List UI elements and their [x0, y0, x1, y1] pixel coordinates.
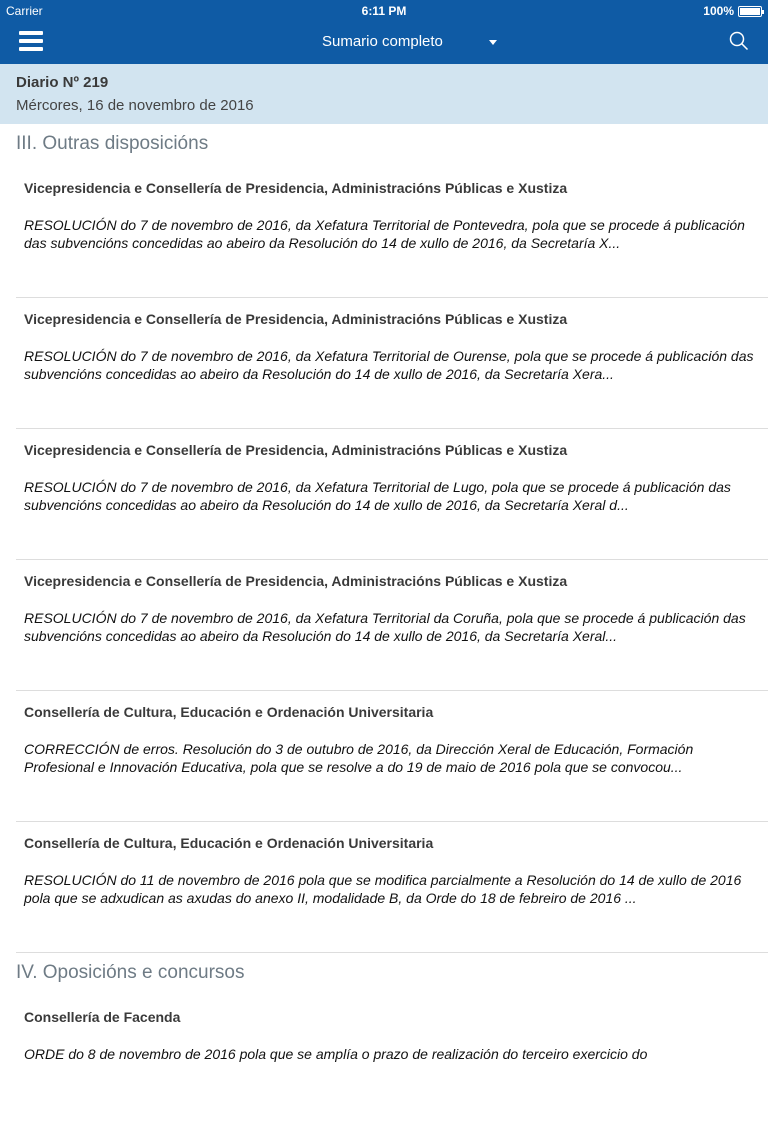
item-organization: Vicepresidencia e Consellería de Presidencia, Administracións Públicas e Xustiza — [24, 442, 568, 458]
item-description: CORRECCIÓN de erros. Resolución do 3 de outubro de 2016, da Dirección Xeral de Educación, Formación Profesional e Innovación Educativa, pola que se resolve a do 19 de maio de 2016 pola que se convocou... — [24, 741, 694, 775]
section-header: III. Outras disposicións — [16, 133, 209, 154]
hamburger-menu-icon[interactable] — [19, 31, 43, 51]
issue-date: Mércores, 16 de novembro de 2016 — [16, 97, 254, 114]
item-organization: Vicepresidencia e Consellería de Presidencia, Administracións Públicas e Xustiza — [24, 180, 568, 196]
item-organization: Consellería de Facenda — [24, 1009, 181, 1025]
item-organization: Consellería de Cultura, Educación e Ordenación Universitaria — [24, 835, 434, 851]
list-item[interactable] — [16, 691, 768, 822]
section-header: IV. Oposicións e concursos — [16, 962, 245, 983]
issue-header — [0, 64, 768, 124]
chevron-down-icon[interactable] — [489, 40, 497, 45]
item-organization: Vicepresidencia e Consellería de Presidencia, Administracións Públicas e Xustiza — [24, 573, 568, 589]
item-description: RESOLUCIÓN do 7 de novembro de 2016, da Xefatura Territorial de Lugo, pola que se procede á publicación das subvencións concedidas ao abeiro da Resolución do 14 de xullo de 2016, da Secretaría Xeral d... — [24, 479, 731, 513]
list-item[interactable] — [16, 560, 768, 691]
item-organization: Vicepresidencia e Consellería de Presidencia, Administracións Públicas e Xustiza — [24, 311, 568, 327]
summary-selector[interactable]: Sumario completo — [322, 33, 443, 50]
battery-icon — [738, 6, 762, 17]
list-item[interactable] — [16, 996, 768, 1127]
navigation-bar — [0, 0, 768, 64]
item-description: RESOLUCIÓN do 7 de novembro de 2016, da Xefatura Territorial de Pontevedra, pola que se procede á publicación das subvencións concedidas ao abeiro da Resolución do 14 de xullo de 2016, da Secretaría X... — [24, 217, 745, 251]
list-item[interactable] — [16, 167, 768, 298]
carrier-label: Carrier — [6, 4, 43, 18]
item-description: ORDE do 8 de novembro de 2016 pola que se amplía o prazo de realización do terceiro exercicio do — [24, 1046, 648, 1062]
battery-percent: 100% — [703, 4, 734, 18]
item-description: RESOLUCIÓN do 7 de novembro de 2016, da Xefatura Territorial da Coruña, pola que se procede á publicación das subvencións concedidas ao abeiro da Resolución do 14 de xullo de 2016, da Secretaría Xeral... — [24, 610, 746, 644]
search-icon[interactable] — [729, 31, 749, 51]
item-description: RESOLUCIÓN do 11 de novembro de 2016 pola que se modifica parcialmente a Resolución do 14 de xullo de 2016 pola que se adxudican as axudas do anexo II, modalidade B, da Orde do 18 de febreiro de 2016 ... — [24, 872, 742, 906]
status-bar — [0, 0, 768, 20]
item-description: RESOLUCIÓN do 7 de novembro de 2016, da Xefatura Territorial de Ourense, pola que se procede á publicación das subvencións concedidas ao abeiro da Resolución do 14 de xullo de 2016, da Secretaría Xera... — [24, 348, 754, 382]
list-item[interactable] — [16, 429, 768, 560]
list-item[interactable] — [16, 822, 768, 953]
clock: 6:11 PM — [361, 4, 407, 18]
summary-list — [0, 124, 768, 1127]
list-item[interactable] — [16, 298, 768, 429]
issue-number: Diario Nº 219 — [16, 74, 109, 91]
item-organization: Consellería de Cultura, Educación e Ordenación Universitaria — [24, 704, 434, 720]
